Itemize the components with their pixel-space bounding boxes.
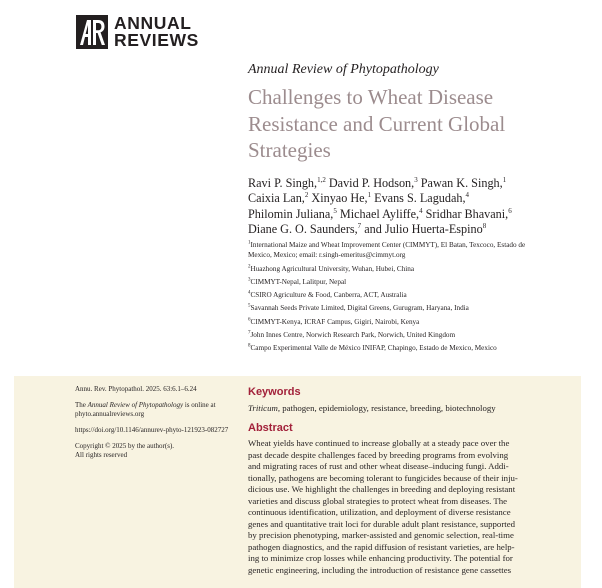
online-journal-name: Annual Review of Phytopathology [87, 401, 184, 410]
affiliation-number: 3 [248, 277, 251, 283]
affiliation-item [248, 343, 538, 353]
abstract-line: pathogen diagnostics, and the rapid diffusion of resistant varieties, are help- [248, 541, 515, 552]
affiliation-item [248, 290, 538, 300]
abstract-text [248, 438, 520, 576]
author-line [248, 191, 578, 206]
author-affiliation-number: 1,2 [317, 175, 326, 184]
author-name: Philomin Juliana, [248, 206, 334, 221]
author-name: and Julio Huerta-Espino [361, 222, 483, 237]
affiliation-item [248, 264, 538, 274]
abstract-line: continuous identification, utilization, and deployment of diverse resistance [248, 507, 511, 517]
abstract-line: Wheat yields have continued to increase globally at a steady pace over the [248, 438, 510, 448]
abstract-heading: Abstract [248, 422, 293, 434]
abstract-line: past decade despite challenges faced by breeding programs from evolving [248, 449, 509, 460]
affiliation-item [248, 303, 538, 313]
logo-wordmark [114, 15, 199, 49]
abstract-line: genes and quantitative trait loci for durable adult plant resistance, supported [248, 518, 515, 529]
article-title: Challenges to Wheat Disease Resistance and Current Global Strategies [248, 85, 506, 162]
affiliation-number: 5 [248, 304, 251, 309]
author-line [248, 176, 578, 191]
copyright-line-1: Copyright © 2025 by the author(s). [75, 442, 175, 451]
affiliation-text: Huazhong Agricultural University, Wuhan, Hubei, China [250, 264, 415, 273]
affiliation-item [248, 317, 538, 327]
affiliation-item [248, 240, 538, 260]
affiliation-number: 7 [248, 330, 251, 336]
affiliation-item [248, 330, 538, 340]
affiliation-number: 1 [248, 240, 251, 246]
abstract-line: and migrating races of rust and other wheat disease–inducing fungi. Addi- [248, 461, 509, 471]
affiliation-text: CIMMYT-Kenya, ICRAF Campus, Gigiri, Nairobi, Kenya [250, 317, 420, 326]
affiliation-text: Savannah Seeds Private Limited, Digital Greens, Gurugram, Haryana, India [250, 304, 469, 313]
logo-word-annual: ANNUAL [114, 13, 192, 33]
abstract-line: dicious use. We highlight the challenges in breeding and deploying resistant [248, 484, 516, 494]
author-affiliation-number: 7 [357, 222, 362, 231]
keywords-heading: Keywords [248, 386, 301, 398]
author-name: Xinyao He, [308, 191, 368, 206]
annual-reviews-logo [76, 14, 199, 50]
citation-text: Annu. Rev. Phytopathol. 2025. 63:6.1–6.24 [75, 385, 197, 393]
author-name: Caixia Lan, [248, 191, 305, 206]
abstract-line: by precision phenotyping, marker-assisted and genomic selection, real-time [248, 530, 514, 540]
author-affiliation-number: 6 [508, 206, 512, 215]
doi-link[interactable]: https://doi.org/10.1146/annurev-phyto-121923-082727 [75, 426, 229, 435]
abstract-line: tionally, pathogens are becoming tolerant to fungicides because of their inju- [248, 472, 518, 483]
article-metadata [75, 385, 235, 468]
affiliation-number: 2 [248, 264, 251, 270]
author-affiliation-number: 1 [502, 175, 507, 184]
author-affiliation-number: 3 [414, 175, 418, 184]
affiliation-text: John Innes Centre, Norwich Research Park, Norwich, United Kingdom [250, 330, 456, 339]
author-name: Diane G. O. Saunders, [248, 222, 358, 237]
affiliation-list [248, 240, 538, 357]
author-name: Michael Ayliffe, [336, 206, 420, 221]
abstract-line: genetic engineering, including the introduction of resistance gene cassettes [248, 564, 512, 575]
author-name: David P. Hodson, [325, 176, 415, 190]
author-name: Pawan K. Singh, [417, 176, 503, 190]
keywords-list [248, 403, 496, 413]
author-name: Ravi P. Singh, [248, 176, 318, 190]
author-affiliation-number: 2 [304, 191, 309, 200]
author-name: Evans S. Lagudah, [371, 191, 466, 206]
affiliation-text: CSIRO Agriculture & Food, Canberra, ACT, Australia [250, 291, 407, 300]
author-affiliation-number: 4 [419, 206, 423, 215]
author-line [248, 207, 578, 222]
ar-monogram-icon [76, 15, 108, 49]
author-list [248, 176, 578, 238]
keyword-triticum: Triticum [248, 403, 278, 413]
online-availability [75, 401, 235, 419]
author-affiliation-number: 5 [333, 206, 337, 215]
affiliation-number: 4 [248, 290, 251, 296]
author-affiliation-number: 8 [482, 222, 487, 231]
logo-word-reviews: REVIEWS [114, 30, 199, 50]
author-name: Sridhar Bhavani, [422, 206, 509, 221]
affiliation-item [248, 277, 538, 287]
author-affiliation-number: 4 [465, 191, 470, 200]
online-suffix: is online at phyto.annualreviews.org [75, 401, 216, 419]
abstract-line: ing to minimize crop losses while enhancing productivity. The potential for [248, 553, 513, 563]
author-affiliation-number: 1 [367, 191, 372, 200]
journal-name: Annual Review of Phytopathology [248, 62, 439, 77]
affiliation-text: CIMMYT-Nepal, Lalitpur, Nepal [250, 277, 347, 286]
affiliation-text: Campo Experimental Valle de México INIFAP, Chapingo, Estado de Mexico, Mexico [250, 344, 497, 353]
affiliation-text: International Maize and Wheat Improvement Center (CIMMYT), El Batan, Texcoco, Estado de Mexico, Mexico; email: r.singh-emeritus@cimmyt.org [248, 241, 526, 260]
keywords-rest: , pathogen, epidemiology, resistance, breeding, biotechnology [277, 403, 496, 413]
online-prefix: The [75, 401, 88, 410]
copyright-line-2: All rights reserved [75, 451, 128, 460]
affiliation-number: 8 [248, 343, 251, 349]
abstract-line: varieties and discuss global strategies to protect wheat from diseases. The [248, 495, 508, 506]
affiliation-number: 6 [248, 317, 251, 323]
author-line [248, 222, 578, 237]
copyright-notice [75, 442, 235, 460]
